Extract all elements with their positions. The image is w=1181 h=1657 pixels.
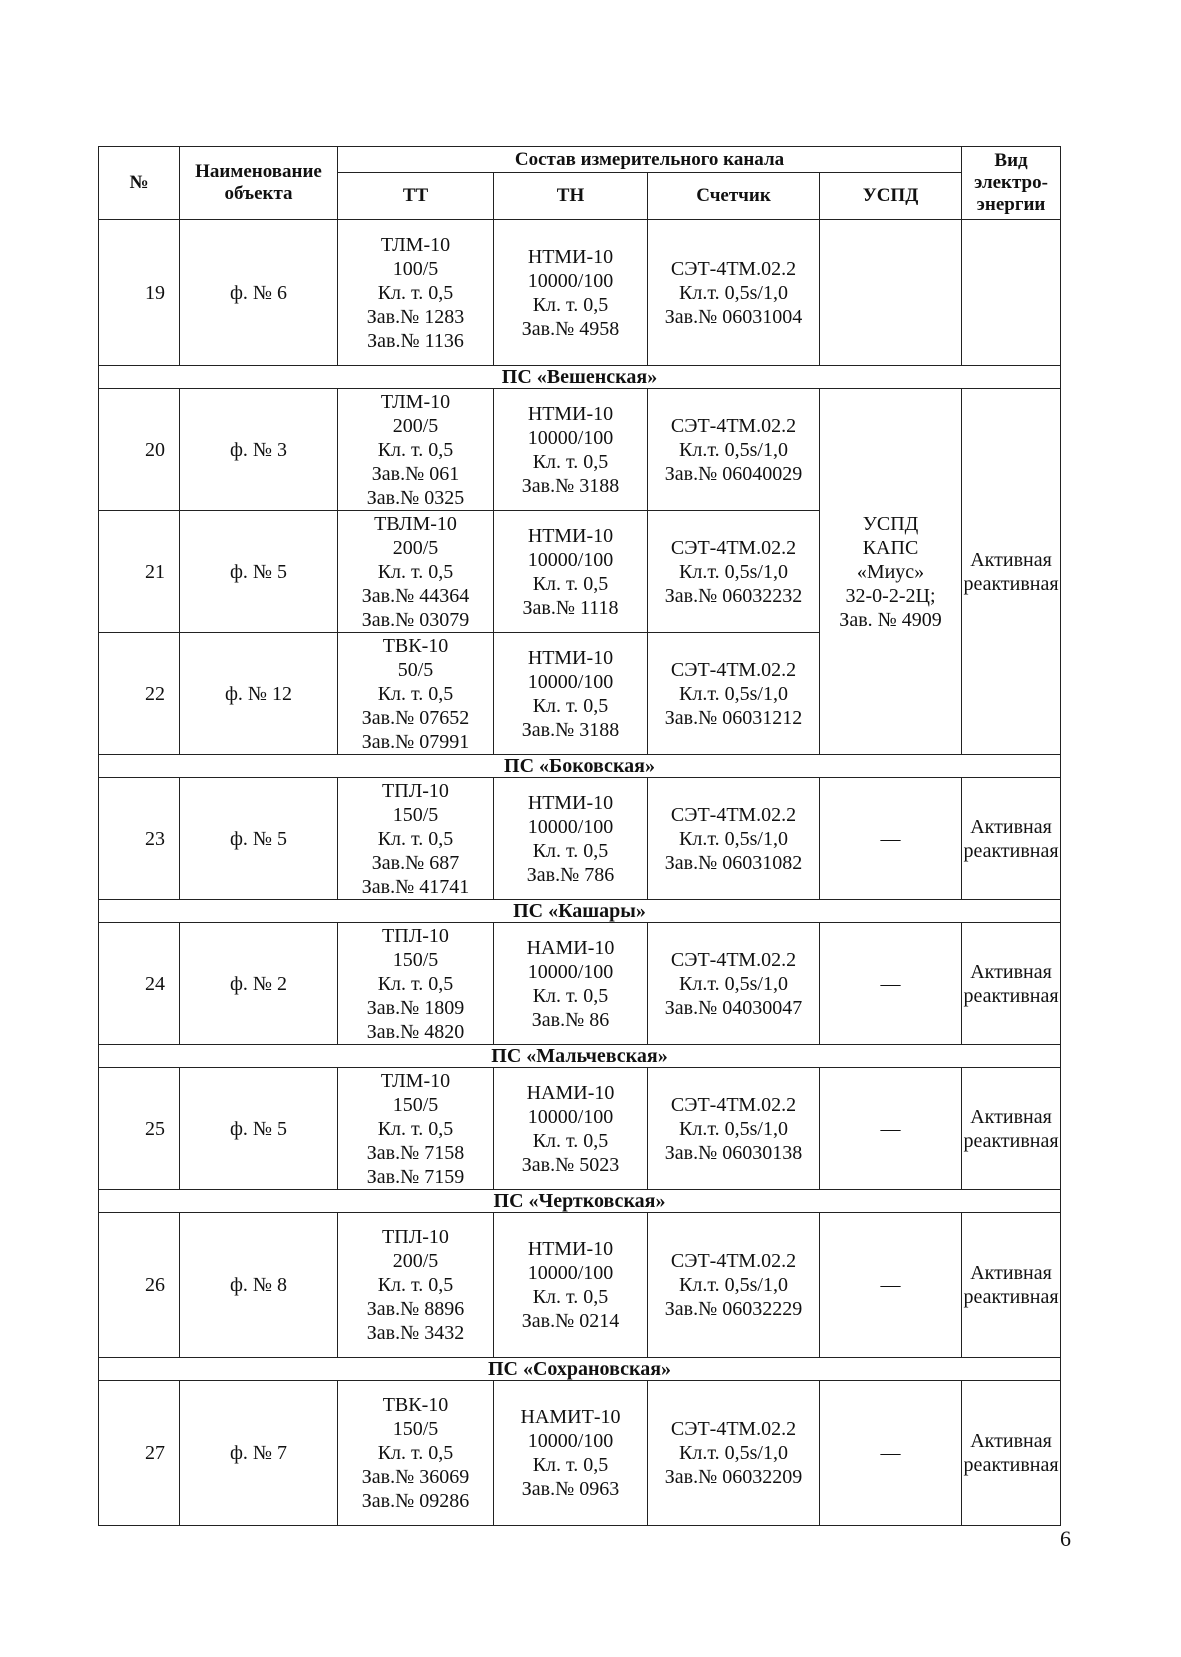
row-number: 25 [99,1068,180,1190]
header-tn: ТН [494,173,648,220]
energy-cell: Активная реактивная [962,1213,1061,1358]
tt-cell: ТЛМ-10 100/5 Кл. т. 0,5 Зав.№ 1283 Зав.№ 1136 [338,220,494,366]
tn-cell: НАМИТ-10 10000/100 Кл. т. 0,5 Зав.№ 0963 [494,1381,648,1526]
tt-cell: ТВЛМ-10 200/5 Кл. т. 0,5 Зав.№ 44364 Зав.№ 03079 [338,511,494,633]
tt-cell: ТВК-10 50/5 Кл. т. 0,5 Зав.№ 07652 Зав.№ 07991 [338,633,494,755]
row-number: 27 [99,1381,180,1526]
counter-cell: СЭТ-4ТМ.02.2 Кл.т. 0,5s/1,0 Зав.№ 06032229 [648,1213,820,1358]
section-row [99,1358,1061,1381]
row-number: 20 [99,389,180,511]
header-tt: ТТ [338,173,494,220]
tn-cell: НТМИ-10 10000/100 Кл. т. 0,5 Зав.№ 0214 [494,1213,648,1358]
counter-cell: СЭТ-4ТМ.02.2 Кл.т. 0,5s/1,0 Зав.№ 06040029 [648,389,820,511]
counter-cell: СЭТ-4ТМ.02.2 Кл.т. 0,5s/1,0 Зав.№ 06032209 [648,1381,820,1526]
table-row-24 [99,923,1061,1045]
object-name: ф. № 12 [180,633,338,755]
counter-cell: СЭТ-4ТМ.02.2 Кл.т. 0,5s/1,0 Зав.№ 06031212 [648,633,820,755]
tn-cell: НАМИ-10 10000/100 Кл. т. 0,5 Зав.№ 5023 [494,1068,648,1190]
object-name: ф. № 5 [180,778,338,900]
energy-cell: Активная реактивная [962,389,1061,755]
object-name: ф. № 2 [180,923,338,1045]
uspd-cell: — [820,1213,962,1358]
header-counter: Счетчик [648,173,820,220]
header-num: № [99,147,180,220]
table-row-25 [99,1068,1061,1190]
tn-cell: НАМИ-10 10000/100 Кл. т. 0,5 Зав.№ 86 [494,923,648,1045]
counter-cell: СЭТ-4ТМ.02.2 Кл.т. 0,5s/1,0 Зав.№ 06032232 [648,511,820,633]
section-title: ПС «Вешенская» [99,366,1061,389]
section-title: ПС «Боковская» [99,755,1061,778]
tn-cell: НТМИ-10 10000/100 Кл. т. 0,5 Зав.№ 786 [494,778,648,900]
uspd-cell [820,220,962,366]
section-title: ПС «Сохрановская» [99,1358,1061,1381]
tt-cell: ТЛМ-10 200/5 Кл. т. 0,5 Зав.№ 061 Зав.№ 0325 [338,389,494,511]
table-row-27 [99,1381,1061,1526]
object-name: ф. № 5 [180,1068,338,1190]
counter-cell: СЭТ-4ТМ.02.2 Кл.т. 0,5s/1,0 Зав.№ 06031004 [648,220,820,366]
table-row-26 [99,1213,1061,1358]
tn-cell: НТМИ-10 10000/100 Кл. т. 0,5 Зав.№ 3188 [494,633,648,755]
table-row-20 [99,389,1061,511]
energy-cell: Активная реактивная [962,778,1061,900]
section-title: ПС «Кашары» [99,900,1061,923]
uspd-cell: — [820,923,962,1045]
row-number: 26 [99,1213,180,1358]
tn-cell: НТМИ-10 10000/100 Кл. т. 0,5 Зав.№ 1118 [494,511,648,633]
counter-cell: СЭТ-4ТМ.02.2 Кл.т. 0,5s/1,0 Зав.№ 06031082 [648,778,820,900]
tt-cell: ТПЛ-10 150/5 Кл. т. 0,5 Зав.№ 687 Зав.№ 41741 [338,778,494,900]
section-row [99,755,1061,778]
object-name: ф. № 7 [180,1381,338,1526]
tt-cell: ТЛМ-10 150/5 Кл. т. 0,5 Зав.№ 7158 Зав.№ 7159 [338,1068,494,1190]
page-number: 6 [1060,1526,1071,1551]
tt-cell: ТПЛ-10 150/5 Кл. т. 0,5 Зав.№ 1809 Зав.№ 4820 [338,923,494,1045]
object-name: ф. № 5 [180,511,338,633]
energy-cell: Активная реактивная [962,1381,1061,1526]
energy-cell [962,220,1061,366]
uspd-cell: — [820,1381,962,1526]
uspd-cell: — [820,778,962,900]
header-object-name: Наименование объекта [180,147,338,220]
header-uspd: УСПД [820,173,962,220]
object-name: ф. № 6 [180,220,338,366]
tn-cell: НТМИ-10 10000/100 Кл. т. 0,5 Зав.№ 3188 [494,389,648,511]
uspd-cell: УСПД КАПС «Миус» 32-0-2-2Ц; Зав. № 4909 [820,389,962,755]
table-row-19 [99,220,1061,366]
object-name: ф. № 3 [180,389,338,511]
section-title: ПС «Мальчевская» [99,1045,1061,1068]
tn-cell: НТМИ-10 10000/100 Кл. т. 0,5 Зав.№ 4958 [494,220,648,366]
metering-channels-table [98,146,1061,1526]
section-row [99,366,1061,389]
tt-cell: ТВК-10 150/5 Кл. т. 0,5 Зав.№ 36069 Зав.№ 09286 [338,1381,494,1526]
row-number: 19 [99,220,180,366]
section-row [99,1045,1061,1068]
header-energy-type: Вид электро- энергии [962,147,1061,220]
row-number: 21 [99,511,180,633]
row-number: 22 [99,633,180,755]
counter-cell: СЭТ-4ТМ.02.2 Кл.т. 0,5s/1,0 Зав.№ 04030047 [648,923,820,1045]
header-row [99,147,1061,173]
section-title: ПС «Чертковская» [99,1190,1061,1213]
section-row [99,1190,1061,1213]
energy-cell: Активная реактивная [962,923,1061,1045]
energy-cell: Активная реактивная [962,1068,1061,1190]
tt-cell: ТПЛ-10 200/5 Кл. т. 0,5 Зав.№ 8896 Зав.№ 3432 [338,1213,494,1358]
counter-cell: СЭТ-4ТМ.02.2 Кл.т. 0,5s/1,0 Зав.№ 06030138 [648,1068,820,1190]
row-number: 24 [99,923,180,1045]
row-number: 23 [99,778,180,900]
object-name: ф. № 8 [180,1213,338,1358]
header-composition: Состав измерительного канала [338,147,962,173]
uspd-cell: — [820,1068,962,1190]
section-row [99,900,1061,923]
table-row-23 [99,778,1061,900]
